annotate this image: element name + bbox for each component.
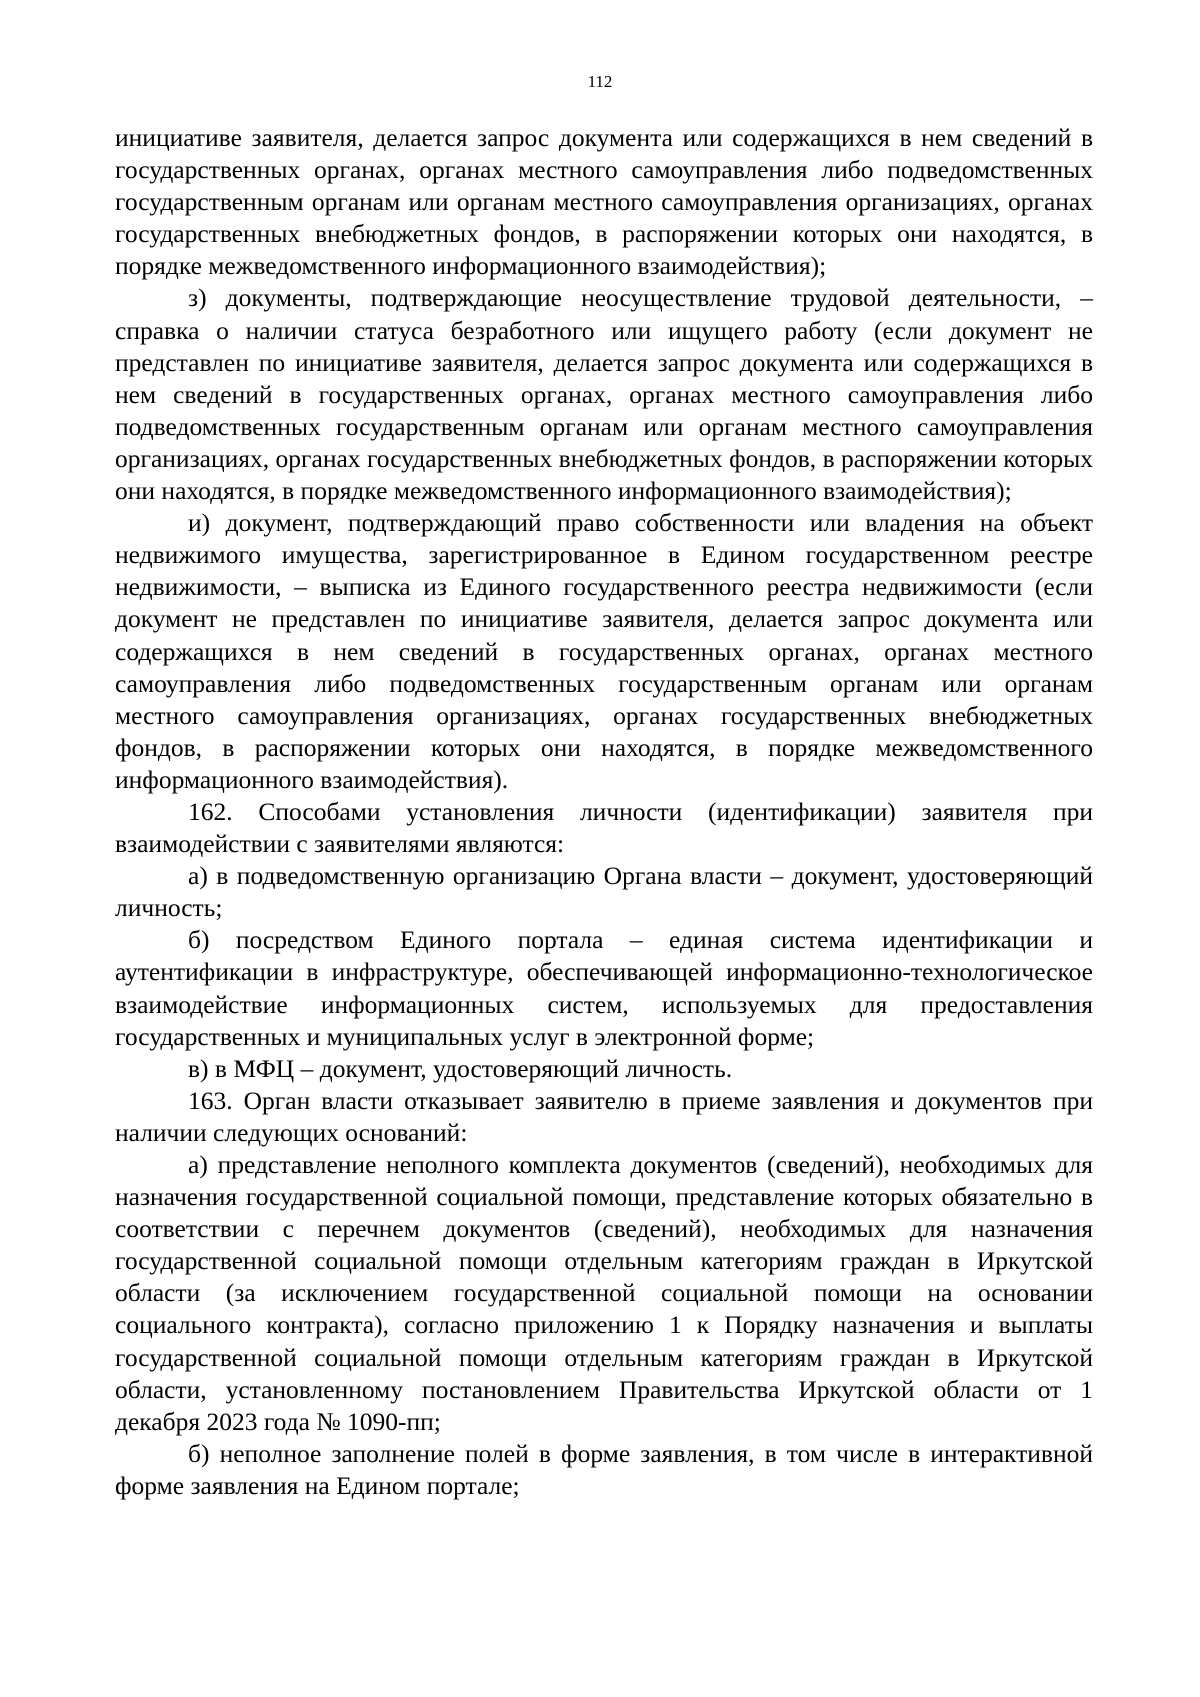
page-number: 112 [587, 72, 613, 91]
paragraph-163-item-a: а) представление неполного комплекта документов (сведений), необходимых для назначения государственной социальной помощи, представление которых обязательно в соответствии с перечнем документов (сведений), необходимых для назначения государственной социальной помощи отдельным категориям граждан в Иркутской области (за исключением государственной социальной помощи на основании социального контракта), согласно приложению 1 к Порядку назначения и выплаты государственной социальной помощи отдельным категориям граждан в Иркутской области, установленному постановлением Правительства Иркутской области от 1 декабря 2023 года № 1090-пп; [115, 1150, 1093, 1436]
paragraph-item-z: з) документы, подтверждающие неосуществление трудовой деятельности, – справка о наличии статуса безработного или ищущего работу (если документ не представлен по инициативе заявителя, делается запрос документа или содержащихся в нем сведений в государственных органах, органах местного самоуправления либо подведомственных государственным органам или органам местного самоуправления организациях, органах государственных внебюджетных фондов, в распоряжении которых они находятся, в порядке межведомственного информационного взаимодействия); [115, 283, 1093, 506]
paragraph-162-item-b: б) посредством Единого портала – единая система идентификации и аутентификации в инфраструктуре, обеспечивающей информационно-технологическое взаимодействие информационных систем, используемых для предоставления государственных и муниципальных услуг в электронной форме; [115, 925, 1093, 1051]
paragraph-162-item-a: а) в подведомственную организацию Органа власти – документ, удостоверяющий личность; [115, 861, 1093, 923]
paragraph-162-item-v: в) в МФЦ – документ, удостоверяющий личность. [188, 1053, 733, 1083]
paragraph-163-item-b: б) неполное заполнение полей в форме заявления, в том числе в интерактивной форме заявления на Едином портале; [115, 1438, 1093, 1500]
paragraph-item-i: и) документ, подтверждающий право собственности или владения на объект недвижимого имущества, зарегистрированное в Едином государственном реестре недвижимости, – выписка из Единого государственного реестра недвижимости (если документ не представлен по инициативе заявителя, делается запрос документа или содержащихся в нем сведений в государственных органах, органах местного самоуправления либо подведомственных государственным органам или органам местного самоуправления организациях, органах государственных внебюджетных фондов, в распоряжении которых они находятся, в порядке межведомственного информационного взаимодействия). [115, 508, 1093, 794]
paragraph-continuation: инициативе заявителя, делается запрос документа или содержащихся в нем сведений в государственных органах, органах местного самоуправления либо подведомственных государственным органам или органам местного самоуправления организациях, органах государственных внебюджетных фондов, в распоряжении которых они находятся, в порядке межведомственного информационного взаимодействия); [115, 123, 1093, 281]
paragraph-clause-163: 163. Орган власти отказывает заявителю в приеме заявления и документов при наличии следующих оснований: [115, 1085, 1093, 1147]
document-body [115, 122, 1093, 1502]
paragraph-clause-162: 162. Способами установления личности (идентификации) заявителя при взаимодействии с заявителями являются: [115, 796, 1093, 859]
